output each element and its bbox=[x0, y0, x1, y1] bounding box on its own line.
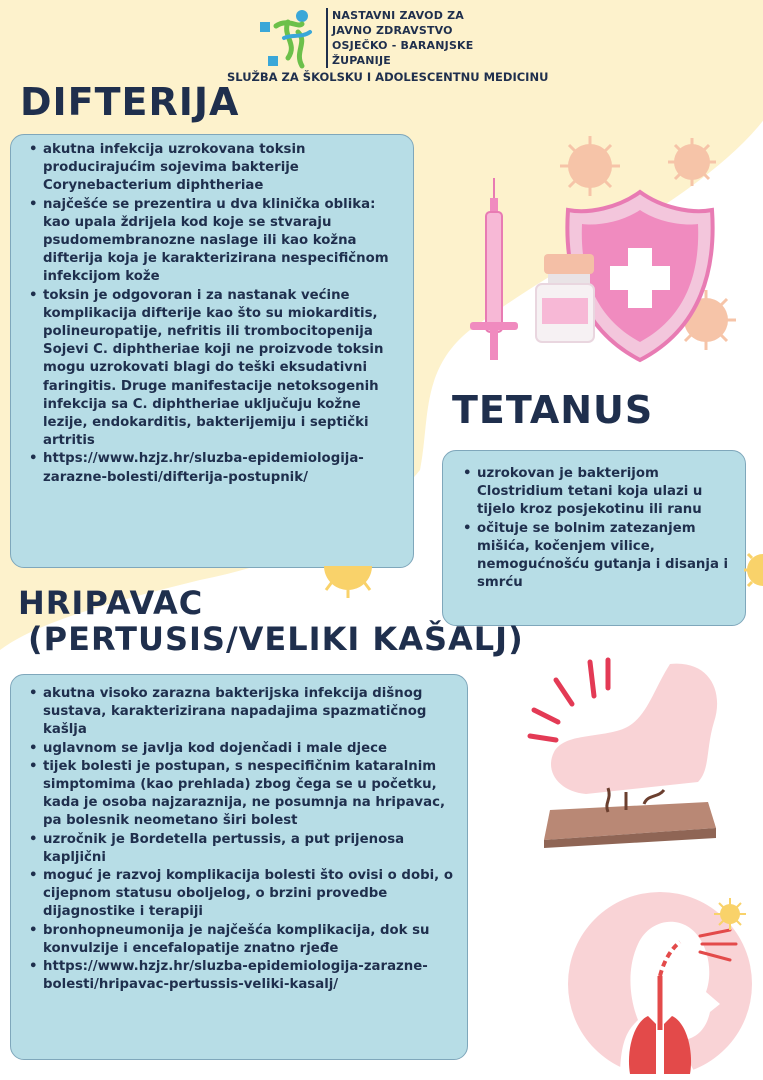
list-item: • najčešće se prezentira u dva klinička oblika: kao upala ždrijela kod koje se stvaraju psudomembranozne naslage ili kao kožna difterija koja je karakterizirana nespecifičnom infekcijom kože bbox=[43, 196, 405, 287]
org-line: OSJEČKO - BARANJSKE bbox=[332, 39, 474, 52]
list-item: • uzročnik je Bordetella pertussis, a put prijenosa kapljični bbox=[43, 831, 459, 867]
list-item: • toksin je odgovoran i za nastanak većine komplikacija difterije kao što su miokarditis, polineuropatije, nefritis ili trombocitopenija Sojevi C. diphtheriae koji ne proizvode toksin mogu uzrokovati blagi do teški eksudativni faringitis. Druge manifestacije netoksogenih infekcija sa C. diphtheriae uključuju kožne lezije, endokarditis, bakterijemiju i septički artritis bbox=[43, 287, 405, 451]
tetanus-title: TETANUS bbox=[452, 388, 654, 432]
list-item: • bronhopneumonija je najčešća komplikacija, dok su konvulzije i encefalopatije znatno rjeđe bbox=[43, 922, 459, 958]
foot-icon bbox=[551, 664, 717, 794]
difterija-title: DIFTERIJA bbox=[20, 80, 240, 124]
list-item: • tijek bolesti je postupan, s nespecifičnim kataralnim simptomima (kao prehlada) zbog čega se u početku, kada je osoba najzaraznija, ne posumnja na hripavac, pa bolesnik neometano širi bolest bbox=[43, 758, 459, 831]
tetanus-info-box bbox=[442, 450, 746, 626]
pain-lines-icon bbox=[530, 660, 608, 740]
hripavac-title: HRIPAVAC bbox=[18, 584, 204, 622]
list-item: • uzrokovan je bakterijom Clostridium tetani koja ulazi u tijelo kroz posjekotinu ili ranu bbox=[477, 465, 737, 520]
org-line: NASTAVNI ZAVOD ZA bbox=[332, 9, 464, 22]
vial-icon bbox=[536, 254, 594, 342]
service-name: SLUŽBA ZA ŠKOLSKU I ADOLESCENTNU MEDICINU bbox=[227, 70, 549, 84]
vaccine-shield-illustration bbox=[462, 118, 762, 380]
syringe-icon bbox=[470, 178, 518, 360]
list-item: • akutna visoko zarazna bakterijska infekcija dišnog sustava, karakterizirana napadajima spazmatičnog kašlja bbox=[43, 685, 459, 740]
lungs-cough-illustration bbox=[560, 880, 760, 1080]
list-item: • akutna infekcija uzrokovana toksin producirajućim sojevima bakterije Corynebacterium diphtheriae bbox=[43, 141, 405, 196]
foot-wound-illustration bbox=[520, 652, 730, 848]
virus-icon bbox=[742, 540, 763, 600]
list-item: • uglavnom se javlja kod dojenčadi i male djece bbox=[43, 740, 459, 758]
hripavac-subtitle: (PERTUSIS/VELIKI KAŠALJ) bbox=[28, 620, 524, 658]
hripavac-info-box bbox=[10, 674, 468, 1060]
org-line: ŽUPANIJE bbox=[332, 54, 391, 67]
difterija-link[interactable]: • https://www.hzjz.hr/sluzba-epidemiologija-zarazne-bolesti/difterija-postupnik/ bbox=[43, 450, 405, 486]
difterija-info-box bbox=[10, 134, 414, 568]
public-health-logo-icon bbox=[258, 8, 320, 70]
org-line: JAVNO ZDRAVSTVO bbox=[332, 24, 453, 37]
list-item: • očituje se bolnim zatezanjem mišića, kočenjem vilice, nemogućnošću gutanja i disanja i smrću bbox=[477, 520, 737, 593]
list-item: • moguć je razvoj komplikacija bolesti što ovisi o dobi, o cijepnom statusu oboljelog, o brzini provedbe dijagnostike i terapiji bbox=[43, 867, 459, 922]
hripavac-link[interactable]: • https://www.hzjz.hr/sluzba-epidemiologija-zarazne-bolesti/hripavac-pertussis-veliki-kasalj/ bbox=[43, 958, 459, 994]
organization-name bbox=[326, 8, 474, 68]
virus-icon bbox=[318, 560, 378, 600]
